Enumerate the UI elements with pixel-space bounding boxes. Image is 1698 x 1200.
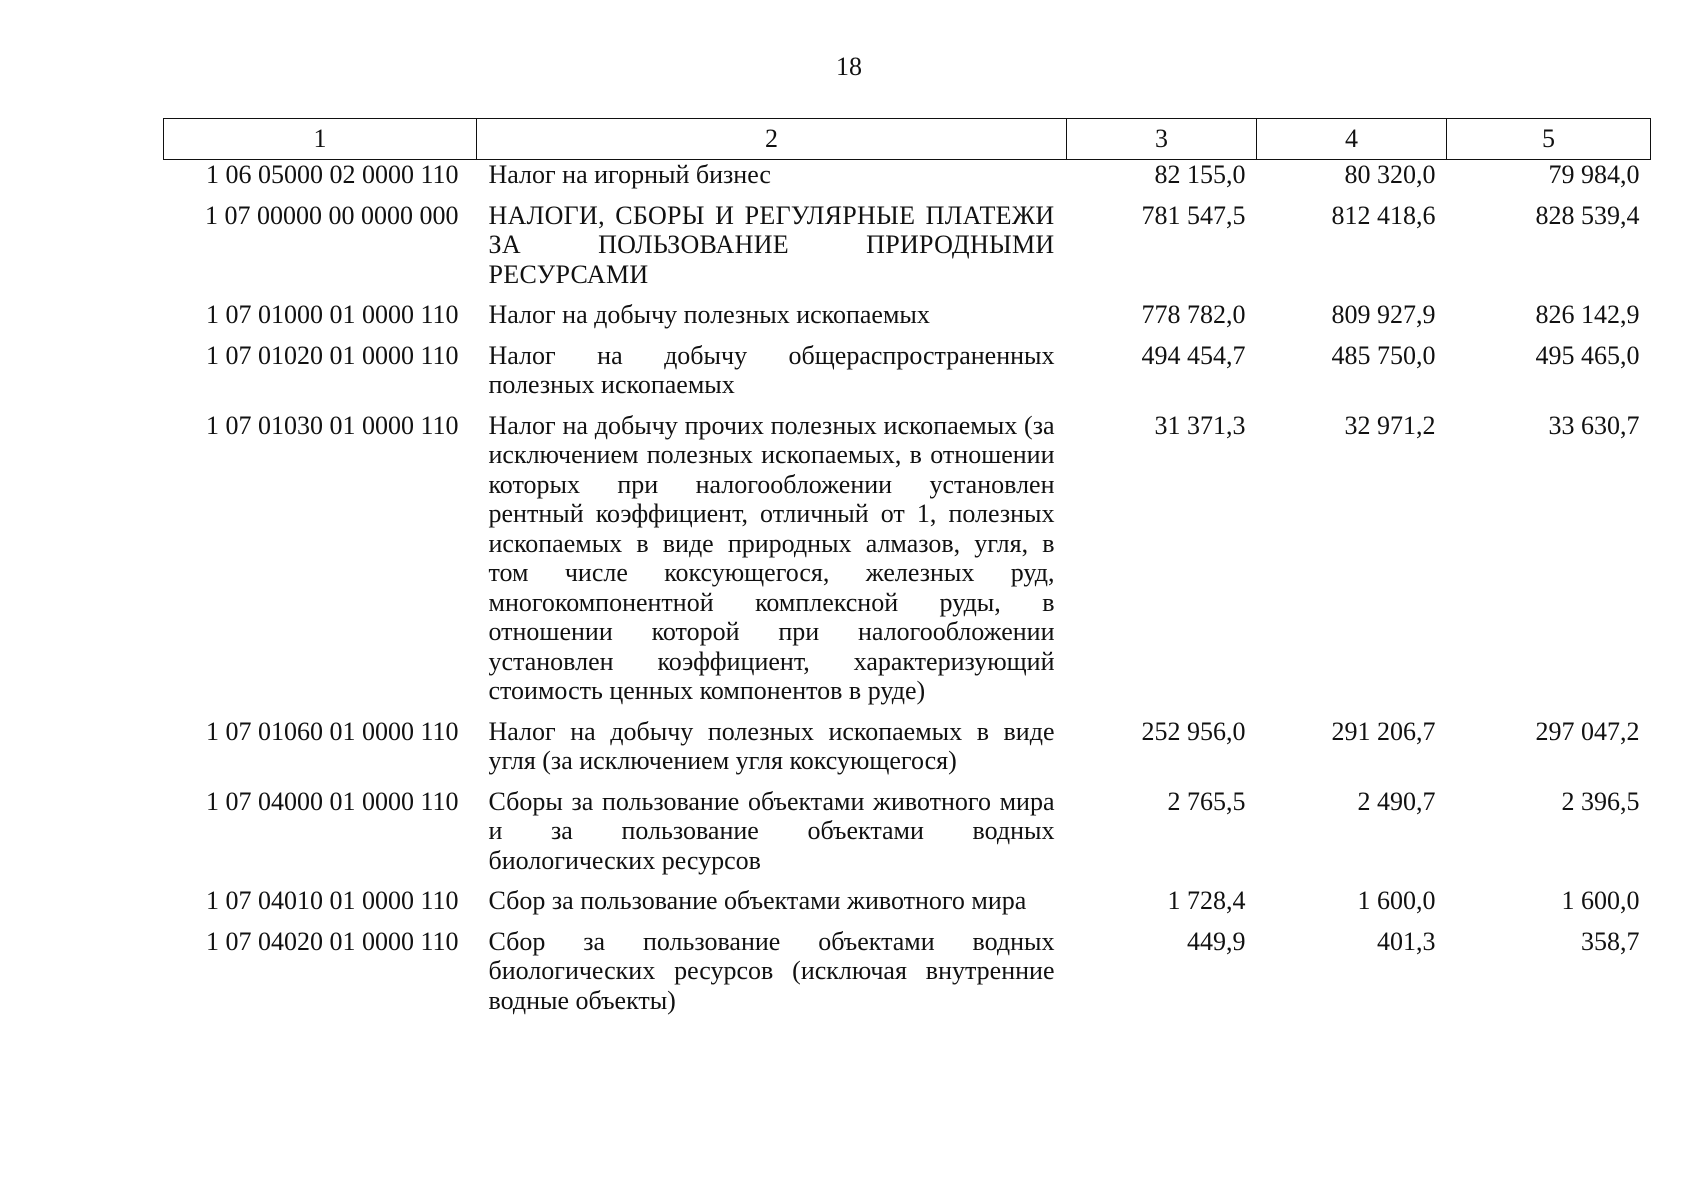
row-name: Сбор за пользование объектами животного мира	[488, 886, 1027, 915]
row-value-col5: 828 539,4	[1535, 200, 1640, 230]
budget-revenue-table	[163, 118, 1651, 1026]
table-row	[164, 341, 1651, 411]
header-col-2: 2	[477, 119, 1067, 160]
budget-revenue-table-container	[163, 118, 1650, 1026]
row-value-col4: 32 971,2	[1344, 410, 1436, 440]
table-row	[164, 160, 1651, 201]
row-value-col3: 82 155,0	[1154, 160, 1246, 189]
table-row	[164, 927, 1651, 1027]
row-value-col4: 809 927,9	[1331, 300, 1436, 329]
table-row	[164, 787, 1651, 887]
table-row	[164, 411, 1651, 717]
row-value-col4: 80 320,0	[1344, 160, 1436, 189]
row-value-col3: 252 956,0	[1141, 716, 1246, 746]
row-value-col5: 33 630,7	[1548, 410, 1640, 440]
row-value-col5: 297 047,2	[1535, 716, 1640, 746]
row-code: 1 07 01030 01 0000 110	[205, 410, 459, 440]
row-value-col4: 291 206,7	[1331, 716, 1436, 746]
header-col-3: 3	[1067, 119, 1257, 160]
row-value-col3: 31 371,3	[1154, 410, 1246, 440]
table-row	[164, 300, 1651, 341]
row-name: НАЛОГИ, СБОРЫ И РЕГУЛЯРНЫЕ ПЛАТЕЖИ ЗА ПОЛЬЗОВАНИЕ ПРИРОДНЫМИ РЕСУРСАМИ	[488, 200, 1055, 289]
table-row	[164, 201, 1651, 301]
row-code: 1 07 01020 01 0000 110	[205, 340, 459, 370]
row-code: 1 07 04020 01 0000 110	[205, 926, 459, 956]
table-header	[164, 119, 1651, 160]
table-row	[164, 717, 1651, 787]
row-code: 1 07 04010 01 0000 110	[205, 886, 459, 915]
row-value-col3: 781 547,5	[1141, 200, 1246, 230]
row-value-col4: 1 600,0	[1357, 886, 1436, 915]
row-value-col3: 449,9	[1187, 926, 1246, 956]
row-value-col4: 485 750,0	[1331, 340, 1436, 370]
row-name: Сборы за пользование объектами животного мира и за пользование объектами водных биологических ресурсов	[488, 786, 1055, 875]
row-value-col5: 2 396,5	[1561, 786, 1640, 816]
row-code: 1 07 00000 00 0000 000	[205, 200, 459, 230]
row-code: 1 07 04000 01 0000 110	[205, 786, 459, 816]
row-value-col3: 778 782,0	[1141, 300, 1246, 329]
row-name: Сбор за пользование объектами водных биологических ресурсов (исключая внутренние водные объекты)	[488, 926, 1055, 1015]
row-name: Налог на добычу общераспространенных полезных ископаемых	[488, 340, 1055, 399]
row-value-col3: 494 454,7	[1141, 340, 1246, 370]
row-name: Налог на игорный бизнес	[488, 160, 771, 189]
page-number: 18	[836, 52, 862, 81]
row-value-col4: 401,3	[1377, 926, 1436, 956]
row-value-col5: 358,7	[1581, 926, 1640, 956]
row-code: 1 07 01060 01 0000 110	[205, 716, 459, 746]
row-code: 1 06 05000 02 0000 110	[205, 160, 459, 189]
table-row	[164, 886, 1651, 927]
row-value-col5: 826 142,9	[1535, 300, 1640, 329]
table-body	[164, 160, 1651, 1027]
row-name: Налог на добычу прочих полезных ископаемых (за исключением полезных ископаемых, в отношении которых при налогообложении установлен рентный коэффициент, отличный от 1, полезных ископаемых в виде природных алмазов, угля, в том числе коксующегося, железных руд, многокомпонентной комплексной руды, в отношении которой при налогообложении установлен коэффициент, характеризующий стоимость ценных компонентов в руде)	[488, 410, 1055, 705]
row-value-col3: 2 765,5	[1167, 786, 1246, 816]
header-col-5: 5	[1447, 119, 1651, 160]
row-value-col5: 1 600,0	[1561, 886, 1640, 915]
row-value-col4: 2 490,7	[1357, 786, 1436, 816]
header-col-4: 4	[1257, 119, 1447, 160]
row-name: Налог на добычу полезных ископаемых	[488, 300, 930, 329]
row-value-col5: 79 984,0	[1548, 160, 1640, 189]
row-name: Налог на добычу полезных ископаемых в виде угля (за исключением угля коксующегося)	[488, 716, 1055, 775]
row-code: 1 07 01000 01 0000 110	[205, 300, 459, 329]
row-value-col5: 495 465,0	[1535, 340, 1640, 370]
header-row	[164, 119, 1651, 160]
row-value-col3: 1 728,4	[1167, 886, 1246, 915]
header-col-1: 1	[164, 119, 477, 160]
row-value-col4: 812 418,6	[1331, 200, 1436, 230]
